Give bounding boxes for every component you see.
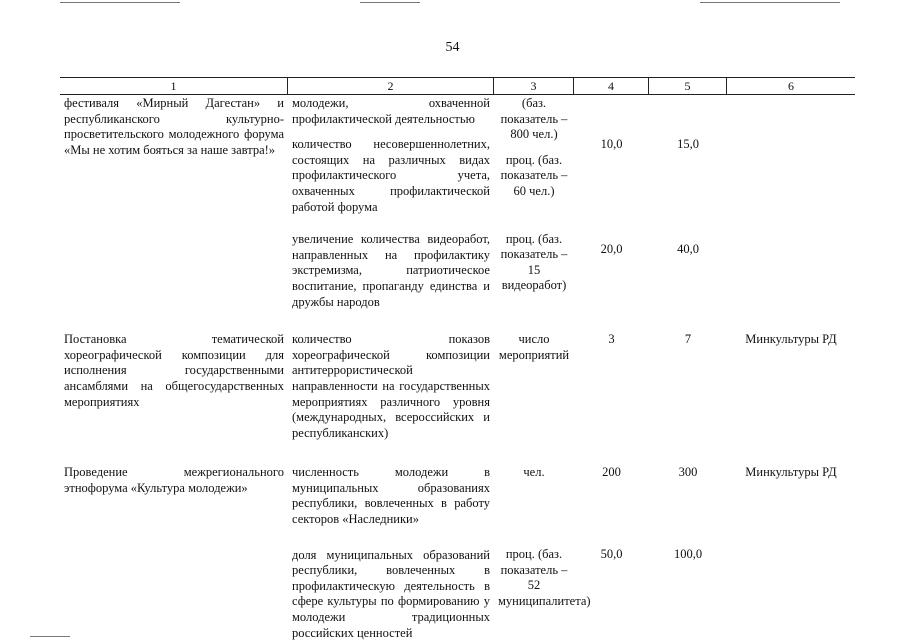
ministry-cell	[727, 96, 855, 310]
header-col-5: 5	[649, 78, 727, 94]
page-number: 54	[445, 40, 460, 55]
value-cell	[574, 96, 649, 310]
header-col-6: 6	[788, 79, 794, 93]
value-text: 300	[678, 465, 698, 480]
value-text: 100,0	[673, 547, 703, 562]
indicator-cell	[288, 465, 494, 641]
indicator-cell	[288, 96, 494, 310]
scan-artifact-line	[60, 2, 180, 3]
value-text: 10,0	[600, 137, 623, 151]
event-cell: Постановка тематической хореографической композиции для исполнения государственными ансамблями на общегосударственных мероприятиях	[64, 332, 284, 409]
value-text: 20,0	[600, 242, 623, 256]
value-cell: 7	[684, 332, 692, 347]
indicator-text: количество несовершеннолетних, состоящих на различных видах профилактического учета, охваченных профилактической работой форума	[292, 137, 490, 214]
scan-artifact-line	[700, 2, 840, 3]
table-row	[60, 332, 855, 441]
header-col-3: 3	[494, 78, 574, 94]
header-col-1: 1	[60, 78, 288, 94]
value-text: 200	[602, 465, 621, 480]
indicator-text: увеличение количества видеоработ, направленных на профилактику экстремизма, патриотическое воспитание, пропаганду единства и дружбы народов	[292, 232, 490, 309]
indicator-text: молодежи, охваченной профилактической деятельностью	[292, 96, 490, 126]
value-cell	[649, 465, 727, 641]
ministry-cell: Минкультуры РД	[745, 465, 837, 480]
indicator-text: доля муниципальных образований республики, вовлеченных в профилактическую деятельность в сфере культуры по формированию у молодежи традиционных российских ценностей	[292, 547, 490, 640]
unit-text: проц. (баз. показатель – 60 чел.)	[500, 152, 568, 198]
unit-cell	[494, 96, 574, 310]
header-col-2: 2	[288, 78, 494, 94]
scan-artifact-line	[360, 2, 420, 3]
table-header	[60, 77, 855, 95]
unit-text: проц. (баз. показатель – 52 муниципалитета)	[498, 547, 591, 609]
event-cell: Проведение межрегионального этнофорума «Культура молодежи»	[64, 465, 284, 495]
event-cell: фестиваля «Мирный Дагестан» и республиканского культурно-просветительского молодежного форума «Мы не хотим бояться за наше завтра!»	[64, 96, 284, 157]
header-col-4: 4	[574, 78, 649, 94]
value-cell	[649, 96, 727, 310]
value-cell: 3	[608, 332, 615, 347]
table-row	[60, 96, 855, 310]
value-text: 15,0	[677, 137, 699, 151]
unit-text: (баз. показатель – 800 чел.)	[500, 96, 568, 142]
unit-text: проц. (баз. показатель – 15 видеоработ)	[500, 231, 568, 293]
measures-table	[60, 77, 855, 641]
indicator-cell: количество показов хореографической композиции антитеррористической направленности на государственных мероприятиях различного уровня (международных, всероссийских и республиканских)	[292, 332, 490, 440]
unit-text: чел.	[523, 465, 545, 480]
value-text: 40,0	[677, 242, 699, 256]
table-row	[60, 465, 855, 641]
unit-cell: число мероприятий	[498, 332, 570, 362]
indicator-text: численность молодежи в муниципальных образованиях республики, вовлеченных в работу секторов «Наследники»	[292, 465, 490, 527]
value-cell	[574, 465, 649, 641]
value-text: 50,0	[600, 547, 623, 562]
unit-cell	[494, 465, 591, 641]
ministry-cell: Минкультуры РД	[745, 332, 837, 347]
